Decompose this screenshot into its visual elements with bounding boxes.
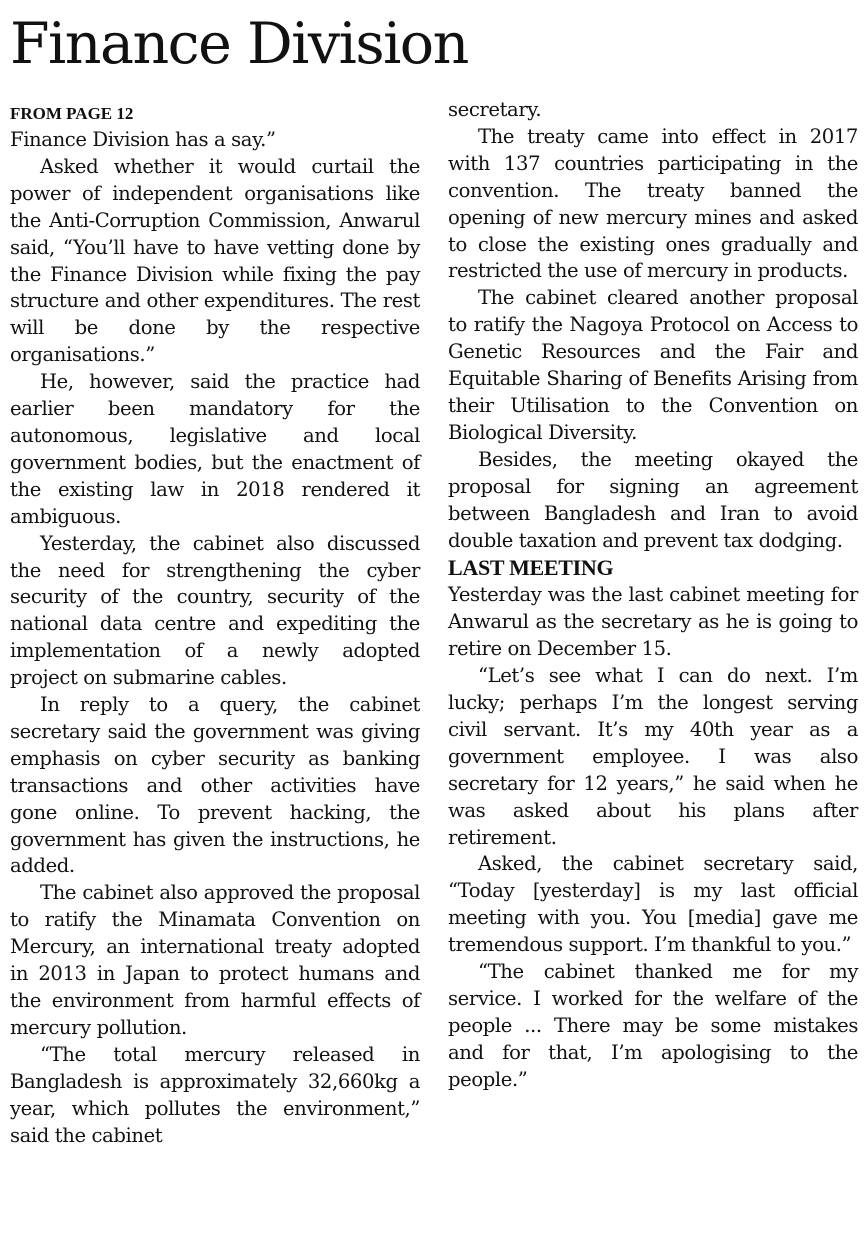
paragraph: secretary.	[448, 98, 542, 121]
right-column	[448, 97, 858, 1094]
paragraph: Finance Division has a say.”	[10, 128, 276, 151]
paragraph: Yesterday was the last cabinet meeting for Anwarul as the secretary as he is going to retire on December 15.	[448, 583, 858, 661]
paragraph: Besides, the meeting okayed the proposal for signing an agreement between Bangladesh and Iran to avoid double taxation and prevent tax dodging.	[448, 447, 858, 552]
paragraph: Yesterday, the cabinet also discussed the need for strengthening the cyber security of the country, security of the national data centre and expediting the implementation of a newly adopted project on submarine cables.	[10, 531, 420, 690]
paragraph: The cabinet cleared another proposal to ratify the Nagoya Protocol on Access to Genetic Resources and the Fair and Equitable Sharing of Benefits Arising from their Utilisation to the Convention on Biological Diversity.	[448, 286, 858, 444]
headline: Finance Division	[10, 11, 468, 77]
paragraph: Asked, the cabinet secretary said, “Today [yesterday] is my last official meeting with you. You [media] gave me tremendous support. I’m thankful to you.”	[448, 852, 858, 957]
subhead-last-meeting: LAST MEETING	[448, 555, 614, 581]
paragraph: “Let’s see what I can do next. I’m lucky; perhaps I’m the longest serving civil servant. It’s my 40th year as a government employee. I was also secretary for 12 years,” he said when he was asked about his plans after retirement.	[448, 664, 858, 849]
paragraph: Asked whether it would curtail the power of independent organisations like the Anti-Corruption Commission, Anwarul said, “You’ll have to have vetting done by the Finance Division while fixing the pay structure and other expenditures. The rest will be done by the respective organisations.”	[10, 154, 420, 367]
paragraph: In reply to a query, the cabinet secretary said the government was giving emphasis on cyber security as banking transactions and other activities have gone online. To prevent hacking, the government has given the instructions, he added.	[10, 693, 420, 878]
paragraph: “The total mercury released in Bangladesh is approximately 32,660kg a year, which pollutes the environment,” said the cabinet	[10, 1042, 420, 1147]
paragraph: He, however, said the practice had earlier been mandatory for the autonomous, legislative and local government bodies, but the enactment of the existing law in 2018 rendered it ambiguous.	[10, 370, 420, 528]
kicker-from-page: FROM PAGE 12	[10, 104, 134, 123]
paragraph: The treaty came into effect in 2017 with 137 countries participating in the convention. The treaty banned the opening of new mercury mines and asked to close the existing ones gradually and restricted the use of mercury in products.	[448, 124, 858, 283]
paragraph: The cabinet also approved the proposal to ratify the Minamata Convention on Mercury, an international treaty adopted in 2013 in Japan to protect humans and the environment from harmful effects of mercury pollution.	[10, 881, 420, 1039]
left-column	[10, 101, 420, 1149]
paragraph: “The cabinet thanked me for my service. I worked for the welfare of the people ... There may be some mistakes and for that, I’m apologising to the people.”	[448, 960, 858, 1091]
